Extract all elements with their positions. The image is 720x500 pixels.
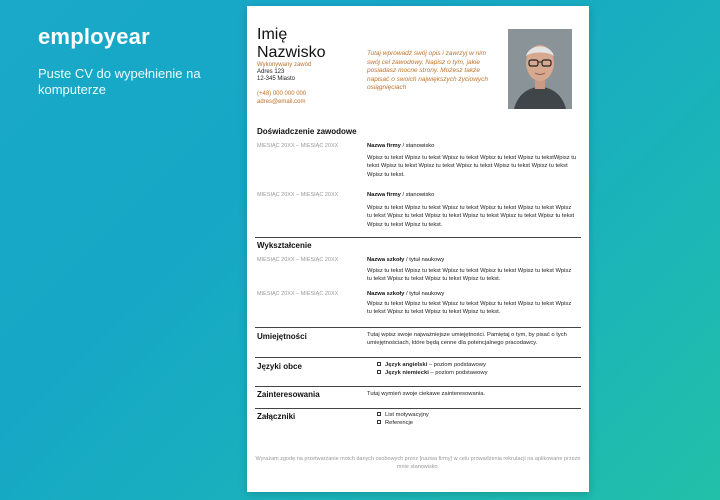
brand-tagline: Puste CV do wypełnienie na komputerze	[38, 66, 201, 97]
divider	[255, 408, 581, 409]
first-name: Imię	[257, 26, 288, 43]
education-1-dates: MIESIĄC 20XX – MIESIĄC 20XX	[257, 257, 339, 263]
education-2-dates: MIESIĄC 20XX – MIESIĄC 20XX	[257, 291, 339, 297]
last-name: Nazwisko	[257, 44, 326, 61]
skills-text: Tutaj wpisz swoje najważniejsze umiejętności. Pamiętaj o tym, by pisać o tych umiejętnościach, które będą cenne dla potencjalnego pracodawcy.	[367, 332, 567, 347]
section-title-languages: Języki obce	[257, 362, 302, 371]
experience-2-heading: Nazwa firmy / stanowisko	[367, 192, 435, 198]
checkbox-icon	[377, 370, 381, 374]
experience-1-text: Wpisz tu tekst Wpisz tu tekst Wpisz tu tekst Wpisz tu tekst Wpisz tu tekstWpisz tu tekst Wpisz tu tekst Wpisz tu tekst Wpisz tu tekst Wpisz tu tekst Wpisz tu tekst Wpisz tu tekst.	[367, 155, 577, 178]
education-1-text: Wpisz tu tekst Wpisz tu tekst Wpisz tu tekst Wpisz tu tekst Wpisz tu tekst Wpisz tu tekst Wpisz tu tekst Wpisz tu tekst Wpisz tu tekst.	[367, 268, 572, 283]
brand-logo: employear	[38, 24, 150, 49]
cv-page	[247, 6, 589, 492]
experience-2-text: Wpisz tu tekst Wpisz tu tekst Wpisz tu tekst Wpisz tu tekst Wpisz tu tekst Wpisz tu tekst Wpisz tu tekst Wpisz tu tekst Wpisz tu tekst Wpisz tu tekst Wpisz tu tekst Wpisz tu tekst Wpisz tu tekst.	[367, 205, 575, 228]
section-title-experience: Doświadczenie zawodowe	[257, 127, 357, 136]
interests-text: Tutaj wymień swoje ciekawe zainteresowania.	[367, 391, 486, 397]
divider	[255, 327, 581, 328]
checkbox-icon	[377, 420, 381, 424]
job-title: Wykonywany zawód	[257, 62, 312, 68]
intro-text: Tutaj wprowadź swój opis i zawrzyj w nim swój cel zawodowy. Napisz o tym, jakie posiadasz mocne strony. Możesz także napisać o swoich największych życiowych osiągnięciach	[367, 50, 489, 92]
portrait-image	[508, 29, 572, 109]
consent-footer: Wyrażam zgodę na przetwarzanie moich danych osobowych przez [nazwa firmy] w celu prowadzenia rekrutacji na aplikowane przeze mnie stanowisko.	[255, 456, 581, 470]
attachment-item: Referencje	[377, 420, 413, 426]
address-line-2: 12-345 Miasto	[257, 76, 296, 82]
divider	[255, 237, 581, 238]
email: adres@email.com	[257, 99, 306, 105]
language-item: Język niemiecki – poziom podstawowy	[377, 370, 487, 376]
section-title-education: Wykształcenie	[257, 241, 312, 250]
experience-2-dates: MIESIĄC 20XX – MIESIĄC 20XX	[257, 192, 339, 198]
experience-1-dates: MIESIĄC 20XX – MIESIĄC 20XX	[257, 143, 339, 149]
address-line-1: Adres 123	[257, 69, 285, 75]
education-2-heading: Nazwa szkoły / tytuł naukowy	[367, 291, 445, 297]
section-title-attachments: Załączniki	[257, 412, 296, 421]
education-2-text: Wpisz tu tekst Wpisz tu tekst Wpisz tu tekst Wpisz tu tekst Wpisz tu tekst Wpisz tu tekst Wpisz tu tekst Wpisz tu tekst Wpisz tu tekst.	[367, 301, 572, 316]
attachment-item: List motywacyjny	[377, 412, 429, 418]
checkbox-icon	[377, 412, 381, 416]
divider	[255, 357, 581, 358]
profile-photo	[508, 29, 572, 109]
section-title-skills: Umiejętności	[257, 332, 307, 341]
experience-1-heading: Nazwa firmy / stanowisko	[367, 143, 435, 149]
section-title-interests: Zainteresowania	[257, 390, 320, 399]
language-item: Język angielski – poziom podstawowy	[377, 362, 486, 368]
phone: (+48) 000 000 000	[257, 91, 307, 97]
divider	[255, 386, 581, 387]
checkbox-icon	[377, 362, 381, 366]
education-1-heading: Nazwa szkoły / tytuł naukowy	[367, 257, 445, 263]
